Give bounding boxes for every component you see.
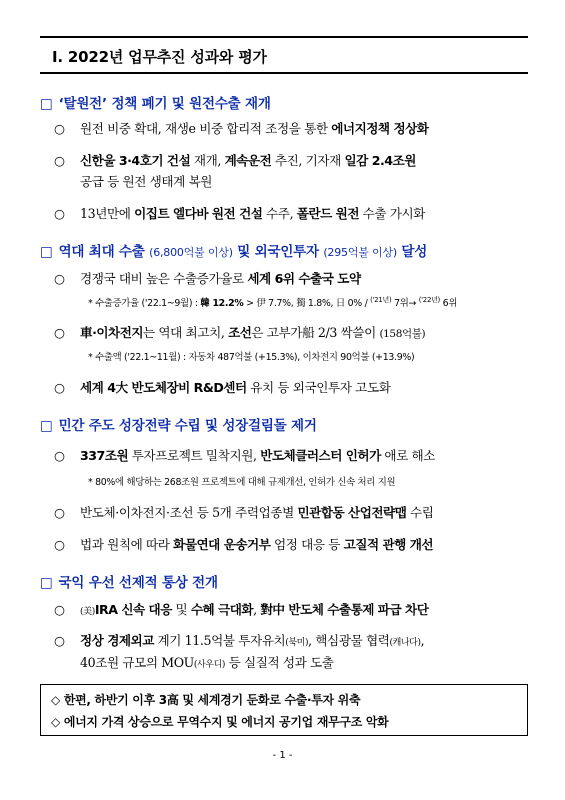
- list-item: ○ 원전 비중 확대, 재생e 비중 합리적 조정을 통한 에너지정책 정상화: [54, 118, 524, 140]
- list-item: ○ 정상 경제외교 계기 11.5억불 투자유치(북미), 핵심광물 협력(캐나다),: [54, 630, 524, 654]
- list-item: ○ 법과 원칙에 따라 화물연대 운송거부 엄정 대응 등 고질적 관행 개선: [54, 534, 524, 556]
- circle-bullet-icon: ○: [54, 537, 65, 552]
- circle-bullet-icon: ○: [54, 380, 65, 395]
- circle-bullet-icon: ○: [54, 505, 65, 520]
- list-item-continuation: 공급 등 원전 생태계 복원: [80, 174, 213, 189]
- circle-bullet-icon: ○: [54, 271, 65, 286]
- summary-line: ◇ 한편, 하반기 이후 3高 및 세계경기 둔화로 수출·투자 위축: [51, 693, 361, 707]
- section-heading-growth: □ 민간 주도 성장전략 수립 및 성장걸림돌 제거: [40, 418, 317, 434]
- square-bullet-icon: □: [40, 418, 53, 434]
- section-text: ‘탈원전’ 정책 폐기 및 원전수출 재개: [58, 96, 271, 112]
- section-heading-export: □ 역대 최대 수출 (6,800억불 이상) 및 외국인투자 (295억불 이상) 달성: [40, 244, 428, 260]
- summary-line: ◇ 에너지 가격 상승으로 무역수지 및 에너지 공기업 재무구조 악화: [51, 715, 389, 729]
- circle-bullet-icon: ○: [54, 121, 65, 136]
- list-item: ○ 신한울 3·4호기 건설 재개, 계속운전 추진, 기자재 일감 2.4조원: [54, 150, 524, 172]
- footnote: * 수출증가율 ('22.1~9월) : 韓 12.2% > 伊 7.7%, 獨 1.8%, 日 0% / $^{('21년)}$ 7위→ $^{('22년)}$ 6위: [88, 296, 458, 310]
- list-item: ○ 337조원 투자프로젝트 밀착지원, 반도체클러스터 인허가 애로 해소: [54, 445, 524, 467]
- diamond-bullet-icon: ◇: [51, 715, 60, 729]
- square-bullet-icon: □: [40, 244, 53, 260]
- circle-bullet-icon: ○: [54, 153, 65, 168]
- title-bar: [40, 36, 528, 74]
- footnote: * 80%에 해당하는 268조원 프로젝트에 대해 규제개선, 인허가 신속 처리 지원: [88, 477, 396, 488]
- circle-bullet-icon: ○: [54, 206, 65, 221]
- square-bullet-icon: □: [40, 96, 53, 112]
- circle-bullet-icon: ○: [54, 602, 65, 617]
- list-item: ○ 반도체·이차전지·조선 등 5개 주력업종별 민관합동 산업전략맵 수립: [54, 502, 524, 524]
- list-item-continuation: 40조원 규모의 MOU(사우디) 등 실질적 성과 도출: [80, 655, 334, 670]
- list-item: ○ 13년만에 이집트 엘다바 원전 건설 수주, 폴란드 원전 수출 가시화: [54, 203, 524, 225]
- footnote: * 수출액 ('22.1~11월) : 자동차 487억불 (+15.3%), 이차전지 90억불 (+13.9%): [88, 352, 415, 363]
- summary-box: [40, 684, 528, 736]
- circle-bullet-icon: ○: [54, 448, 65, 463]
- list-item: ○ 세계 4大 반도체장비 R&D센터 유치 등 외국인투자 고도화: [54, 377, 524, 399]
- section-heading-nuclear: [40, 92, 271, 112]
- circle-bullet-icon: ○: [54, 633, 65, 648]
- page-title: I. 2022년 업무추진 성과와 평가: [52, 48, 267, 66]
- circle-bullet-icon: ○: [54, 325, 65, 340]
- square-bullet-icon: □: [40, 575, 53, 591]
- diamond-bullet-icon: ◇: [51, 693, 60, 707]
- list-item: ○ 車·이차전지는 역대 최고치, 조선은 고부가船 2/3 싹쓸이 (158억불): [54, 322, 524, 345]
- list-item: ○ 경쟁국 대비 높은 수출증가율로 세계 6위 수출국 도약: [54, 268, 524, 290]
- section-heading-trade: □ 국익 우선 선제적 통상 전개: [40, 575, 218, 591]
- page-number: - 1 -: [272, 750, 293, 761]
- list-item: ○ (美)IRA 신속 대응 및 수혜 극대화, 對中 반도체 수출통제 파급 차단: [54, 599, 524, 623]
